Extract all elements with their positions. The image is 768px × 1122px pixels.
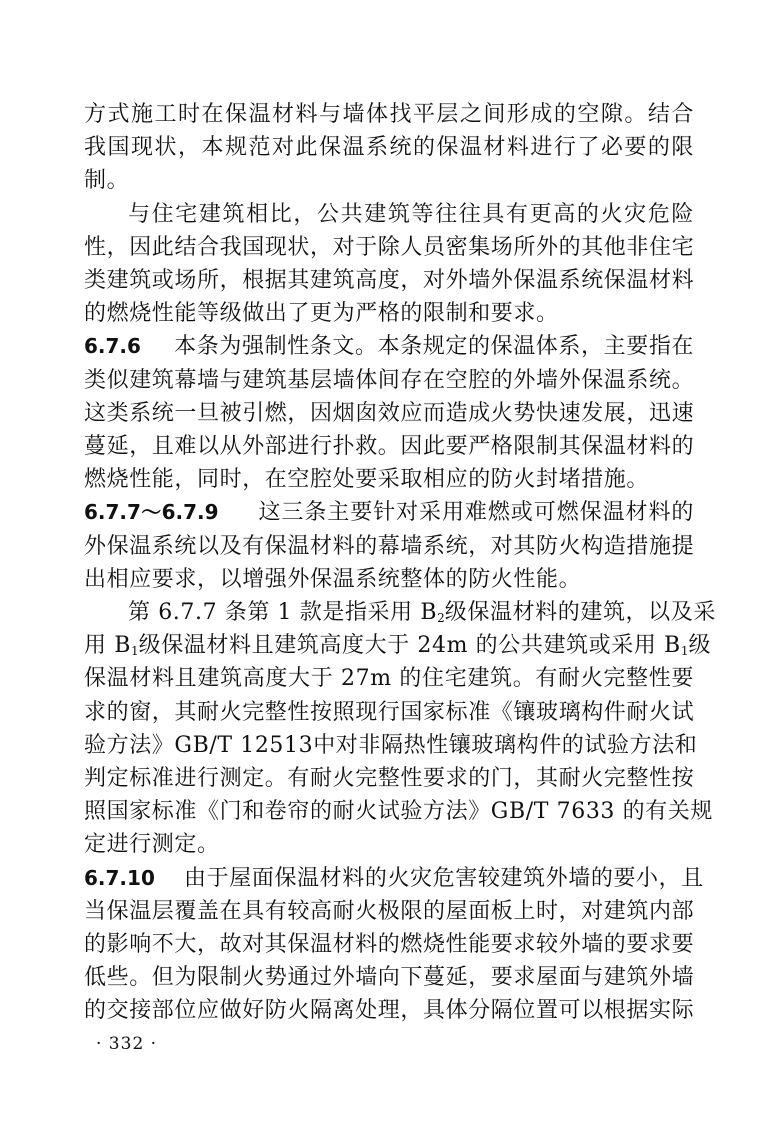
- text-line: [84, 629, 712, 662]
- text-line: 燃烧性能，同时，在空腔处要采取相应的防火封堵措施。: [84, 467, 650, 493]
- text-line: 制。: [84, 168, 130, 194]
- subscript: 1: [680, 644, 689, 659]
- text-line: 蔓延，且难以从外部进行扑救。因此要严格限制其保温材料的: [84, 434, 695, 459]
- text-line: 低些。但为限制火势通过外墙向下蔓延，要求屋面与建筑外墙: [84, 965, 695, 991]
- text-line: 的影响不大，故对其保温材料的燃烧性能要求较外墙的要求要: [84, 932, 695, 957]
- text-segment: 级保温材料的建筑，以及采: [444, 600, 716, 625]
- text-line: 出相应要求，以增强外保温系统整体的防火性能。: [84, 566, 582, 592]
- clause-number: 6.7.7～6.7.9: [84, 500, 219, 525]
- clause-number: 6.7.10: [84, 865, 155, 890]
- clause-6-7-6: [84, 330, 694, 363]
- text-segment: 级: [688, 633, 712, 659]
- text-segment: 第 6.7.7 条第 1 款是指采用 B: [128, 600, 438, 625]
- text-line: 我国现状，本规范对此保温系统的保温材料进行了必要的限: [84, 135, 694, 161]
- text-line: 定进行测定。: [84, 832, 220, 858]
- text-line: 这类系统一旦被引燃，因烟囱效应而造成火势快速发展，迅速: [84, 400, 695, 426]
- text-line: 求的窗，其耐火完整性按照现行国家标准《镶玻璃构件耐火试: [84, 699, 695, 725]
- clause-text: 由于屋面保温材料的火灾危害较建筑外墙的要小，且: [184, 865, 704, 891]
- clause-text: 这三条主要针对采用难燃或可燃保温材料的: [258, 500, 695, 526]
- text-line: 性，因此结合我国现状，对于除人员密集场所外的其他非住宅: [84, 234, 695, 260]
- text-line: [128, 596, 716, 629]
- clause-number: 6.7.6: [84, 334, 141, 359]
- text-line: 的交接部位应做好防火隔离处理，具体分隔位置可以根据实际: [84, 998, 695, 1024]
- text-line: 当保温层覆盖在具有较高耐火极限的屋面板上时，对建筑内部: [84, 898, 695, 924]
- text-line: 的燃烧性能等级做出了更为严格的限制和要求。: [84, 301, 559, 327]
- text-line: 照国家标准《门和卷帘的耐火试验方法》GB/T 7633 的有关规: [84, 799, 714, 825]
- text-line: 类建筑或场所，根据其建筑高度，对外墙外保温系统保温材料: [84, 268, 695, 293]
- text-line: 判定标准进行测定。有耐火完整性要求的门，其耐火完整性按: [84, 766, 695, 791]
- text-segment: 用 B: [84, 633, 131, 659]
- text-line: 类似建筑幕墙与建筑基层墙体间存在空腔的外墙外保温系统。: [84, 367, 695, 393]
- text-segment: 级保温材料且建筑高度大于 24m 的公共建筑或采用 B: [138, 633, 681, 659]
- clause-6-7-7-to-6-7-9: [84, 496, 694, 529]
- subscript: 1: [130, 644, 139, 659]
- clause-6-7-10: [84, 862, 704, 895]
- text-line: 外保温系统以及有保温材料的幕墙系统，对其防火构造措施提: [84, 533, 695, 559]
- text-line: 与住宅建筑相比，公共建筑等往往具有更高的火灾危险: [128, 201, 694, 227]
- clause-text: 本条为强制性条文。本条规定的保温体系，主要指在: [174, 334, 695, 360]
- subscript: 2: [437, 611, 445, 625]
- text-line: 方式施工时在保温材料与墙体找平层之间形成的空隙。结合: [84, 102, 694, 127]
- text-line: 验方法》GB/T 12513中对非隔热性镶玻璃构件的试验方法和: [84, 732, 698, 758]
- page-number: · 332 ·: [96, 1033, 158, 1054]
- text-line: 保温材料且建筑高度大于 27m 的住宅建筑。有耐火完整性要: [84, 666, 694, 692]
